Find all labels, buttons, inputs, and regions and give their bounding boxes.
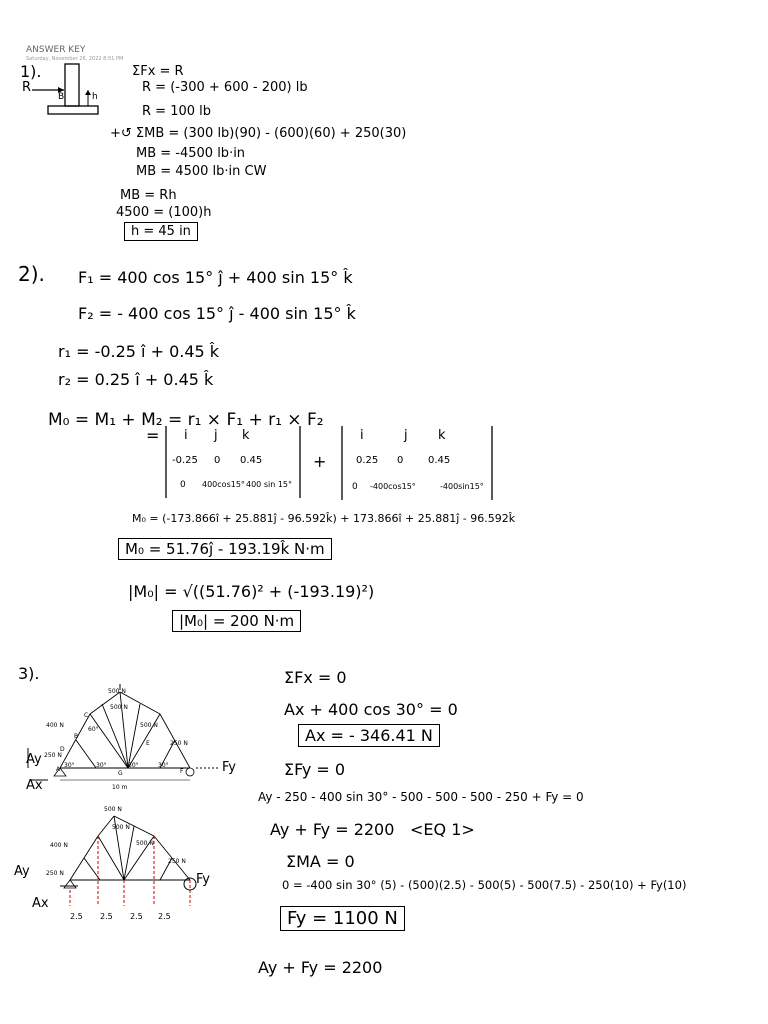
truss2-dim-2: 2.5 <box>100 912 113 921</box>
truss2-dim-3: 2.5 <box>130 912 143 921</box>
truss1-load-6: 250 N <box>170 740 188 747</box>
det2-r2c0: 0 <box>352 482 358 492</box>
p1-line-2: R = (-300 + 600 - 200) lb <box>142 80 308 95</box>
truss1-angle-2: 30° <box>96 762 107 769</box>
p1-line-8: 4500 = (100)h <box>116 205 212 220</box>
truss1-load-5: 250 N <box>44 752 62 759</box>
p1-line-6: MB = 4500 lb·in CW <box>136 164 267 179</box>
truss1-node-b: B <box>74 733 79 740</box>
p3-line-6: ΣMA = 0 <box>286 852 355 871</box>
truss2-load-5: 250 N <box>46 870 64 877</box>
p1-line-3: R = 100 lb <box>142 104 211 119</box>
truss2-reaction-fy: Fy <box>196 872 210 887</box>
truss1-load-1: 500 N <box>108 688 126 695</box>
det1-r0c0: i <box>184 428 188 443</box>
truss1-angle-5: 60° <box>88 726 99 733</box>
det1-r1c2: 0.45 <box>240 455 263 466</box>
truss1-load-4: 400 N <box>46 722 64 729</box>
truss2-reaction-ax: Ax <box>32 896 49 911</box>
page-title: ANSWER KEY <box>26 45 86 55</box>
p2-line-moment: M₀ = M₁ + M₂ = r₁ × F₁ + r₁ × F₂ <box>48 410 324 430</box>
det1-r1c0: -0.25 <box>172 455 198 466</box>
truss2-load-6: 250 N <box>168 858 186 865</box>
p1-answer: h = 45 in <box>124 222 198 241</box>
det2-r2c2: -400sin15° <box>440 482 484 491</box>
p2-answer-moment: M₀ = 51.76ĵ - 193.19k̂ N·m <box>118 538 332 560</box>
det2-r1c2: 0.45 <box>428 455 451 466</box>
det2-r1c0: 0.25 <box>356 455 379 466</box>
det2-r0c0: i <box>360 428 364 443</box>
truss1-span: 10 m <box>112 784 128 791</box>
p2-line-r2: r₂ = 0.25 î + 0.45 k̂ <box>58 370 214 389</box>
det2-r0c1: j <box>404 428 408 443</box>
truss1-node-d: D <box>60 746 65 753</box>
det1-r2c2: 400 sin 15° <box>246 480 292 489</box>
truss2-load-1: 500 N <box>104 806 122 813</box>
sketch-label-r: R <box>22 80 32 95</box>
sketch-label-h: h <box>92 92 98 102</box>
det1-r2c0: 0 <box>180 480 186 490</box>
truss2-dim-4: 2.5 <box>158 912 171 921</box>
p1-line-4: +↺ ΣMB = (300 lb)(90) - (600)(60) + 250(30) <box>110 126 407 141</box>
det1-r0c1: j <box>214 428 218 443</box>
truss2-load-3: 500 N <box>136 840 154 847</box>
det1-r1c1: 0 <box>214 455 221 466</box>
det1-r0c2: k <box>242 428 250 443</box>
p2-plus: + <box>313 452 327 471</box>
truss1-reaction-fy: Fy <box>222 760 236 775</box>
truss2-load-2: 500 N <box>112 824 130 831</box>
truss1-angle-1: 30° <box>64 762 75 769</box>
p3-line-3: ΣFy = 0 <box>284 760 346 779</box>
truss-diagram-2 <box>20 806 270 926</box>
truss1-node-f: F <box>180 768 184 775</box>
p3-line-7: 0 = -400 sin 30° (5) - (500)(2.5) - 500(5) - 500(7.5) - 250(10) + Fy(10) <box>282 878 687 892</box>
truss1-angle-4: 30° <box>158 762 169 769</box>
p2-line-f1: F₁ = 400 cos 15° ĵ + 400 sin 15° k̂ <box>78 268 353 287</box>
p3-eq-tag: <EQ 1> <box>410 820 475 839</box>
p1-line-7: MB = Rh <box>120 188 177 203</box>
truss2-reaction-ay: Ay <box>14 864 30 879</box>
p2-equals: = <box>146 426 160 445</box>
det1-r2c1: 400cos15° <box>202 480 245 489</box>
truss-diagram-1 <box>20 684 270 794</box>
problem-1-number: 1). <box>20 62 42 81</box>
problem-3-number: 3). <box>18 664 40 683</box>
p3-line-4: Ay - 250 - 400 sin 30° - 500 - 500 - 500 - 250 + Fy = 0 <box>258 790 584 804</box>
truss2-load-4: 400 N <box>50 842 68 849</box>
det2-r2c1: -400cos15° <box>370 482 416 491</box>
truss1-reaction-ax: Ax <box>26 778 43 793</box>
p2-magnitude: |M₀| = √((51.76)² + (-193.19)²) <box>128 582 375 601</box>
truss1-node-a: A <box>56 766 61 773</box>
sketch-label-b: B <box>58 92 65 102</box>
truss1-load-3: 500 N <box>140 722 158 729</box>
truss1-node-e: E <box>146 740 150 747</box>
truss1-node-c: C <box>84 712 89 719</box>
det2-r1c1: 0 <box>397 455 404 466</box>
det2-r0c2: k <box>438 428 446 443</box>
p2-line-r1: r₁ = -0.25 î + 0.45 k̂ <box>58 342 220 361</box>
p1-line-1: ΣFx = R <box>132 64 184 79</box>
p3-line-1: ΣFx = 0 <box>284 668 347 687</box>
truss1-angle-3: 30° <box>128 762 139 769</box>
p2-answer-magnitude: |M₀| = 200 N·m <box>172 610 301 632</box>
timestamp: Saturday, November 26, 2022 8:51 PM <box>26 56 124 62</box>
p3-line-8: Ay + Fy = 2200 <box>258 958 383 977</box>
p1-line-5: MB = -4500 lb·in <box>136 146 246 161</box>
truss1-reaction-ay: Ay <box>26 752 42 767</box>
truss2-dim-1: 2.5 <box>70 912 83 921</box>
p3-line-2: Ax + 400 cos 30° = 0 <box>284 700 458 719</box>
p2-line-f2: F₂ = - 400 cos 15° ĵ - 400 sin 15° k̂ <box>78 304 356 323</box>
p3-answer-ax: Ax = - 346.41 N <box>298 724 440 747</box>
truss1-load-2: 500 N <box>110 704 128 711</box>
p3-line-5: Ay + Fy = 2200 <box>270 820 395 839</box>
p3-answer-fy: Fy = 1100 N <box>280 906 405 931</box>
truss1-node-g: G <box>118 770 123 777</box>
problem-2-number: 2). <box>18 262 45 286</box>
p2-expansion: M₀ = (-173.866î + 25.881ĵ - 96.592k̂) + 173.866î + 25.881ĵ - 96.592k̂ <box>132 512 516 525</box>
